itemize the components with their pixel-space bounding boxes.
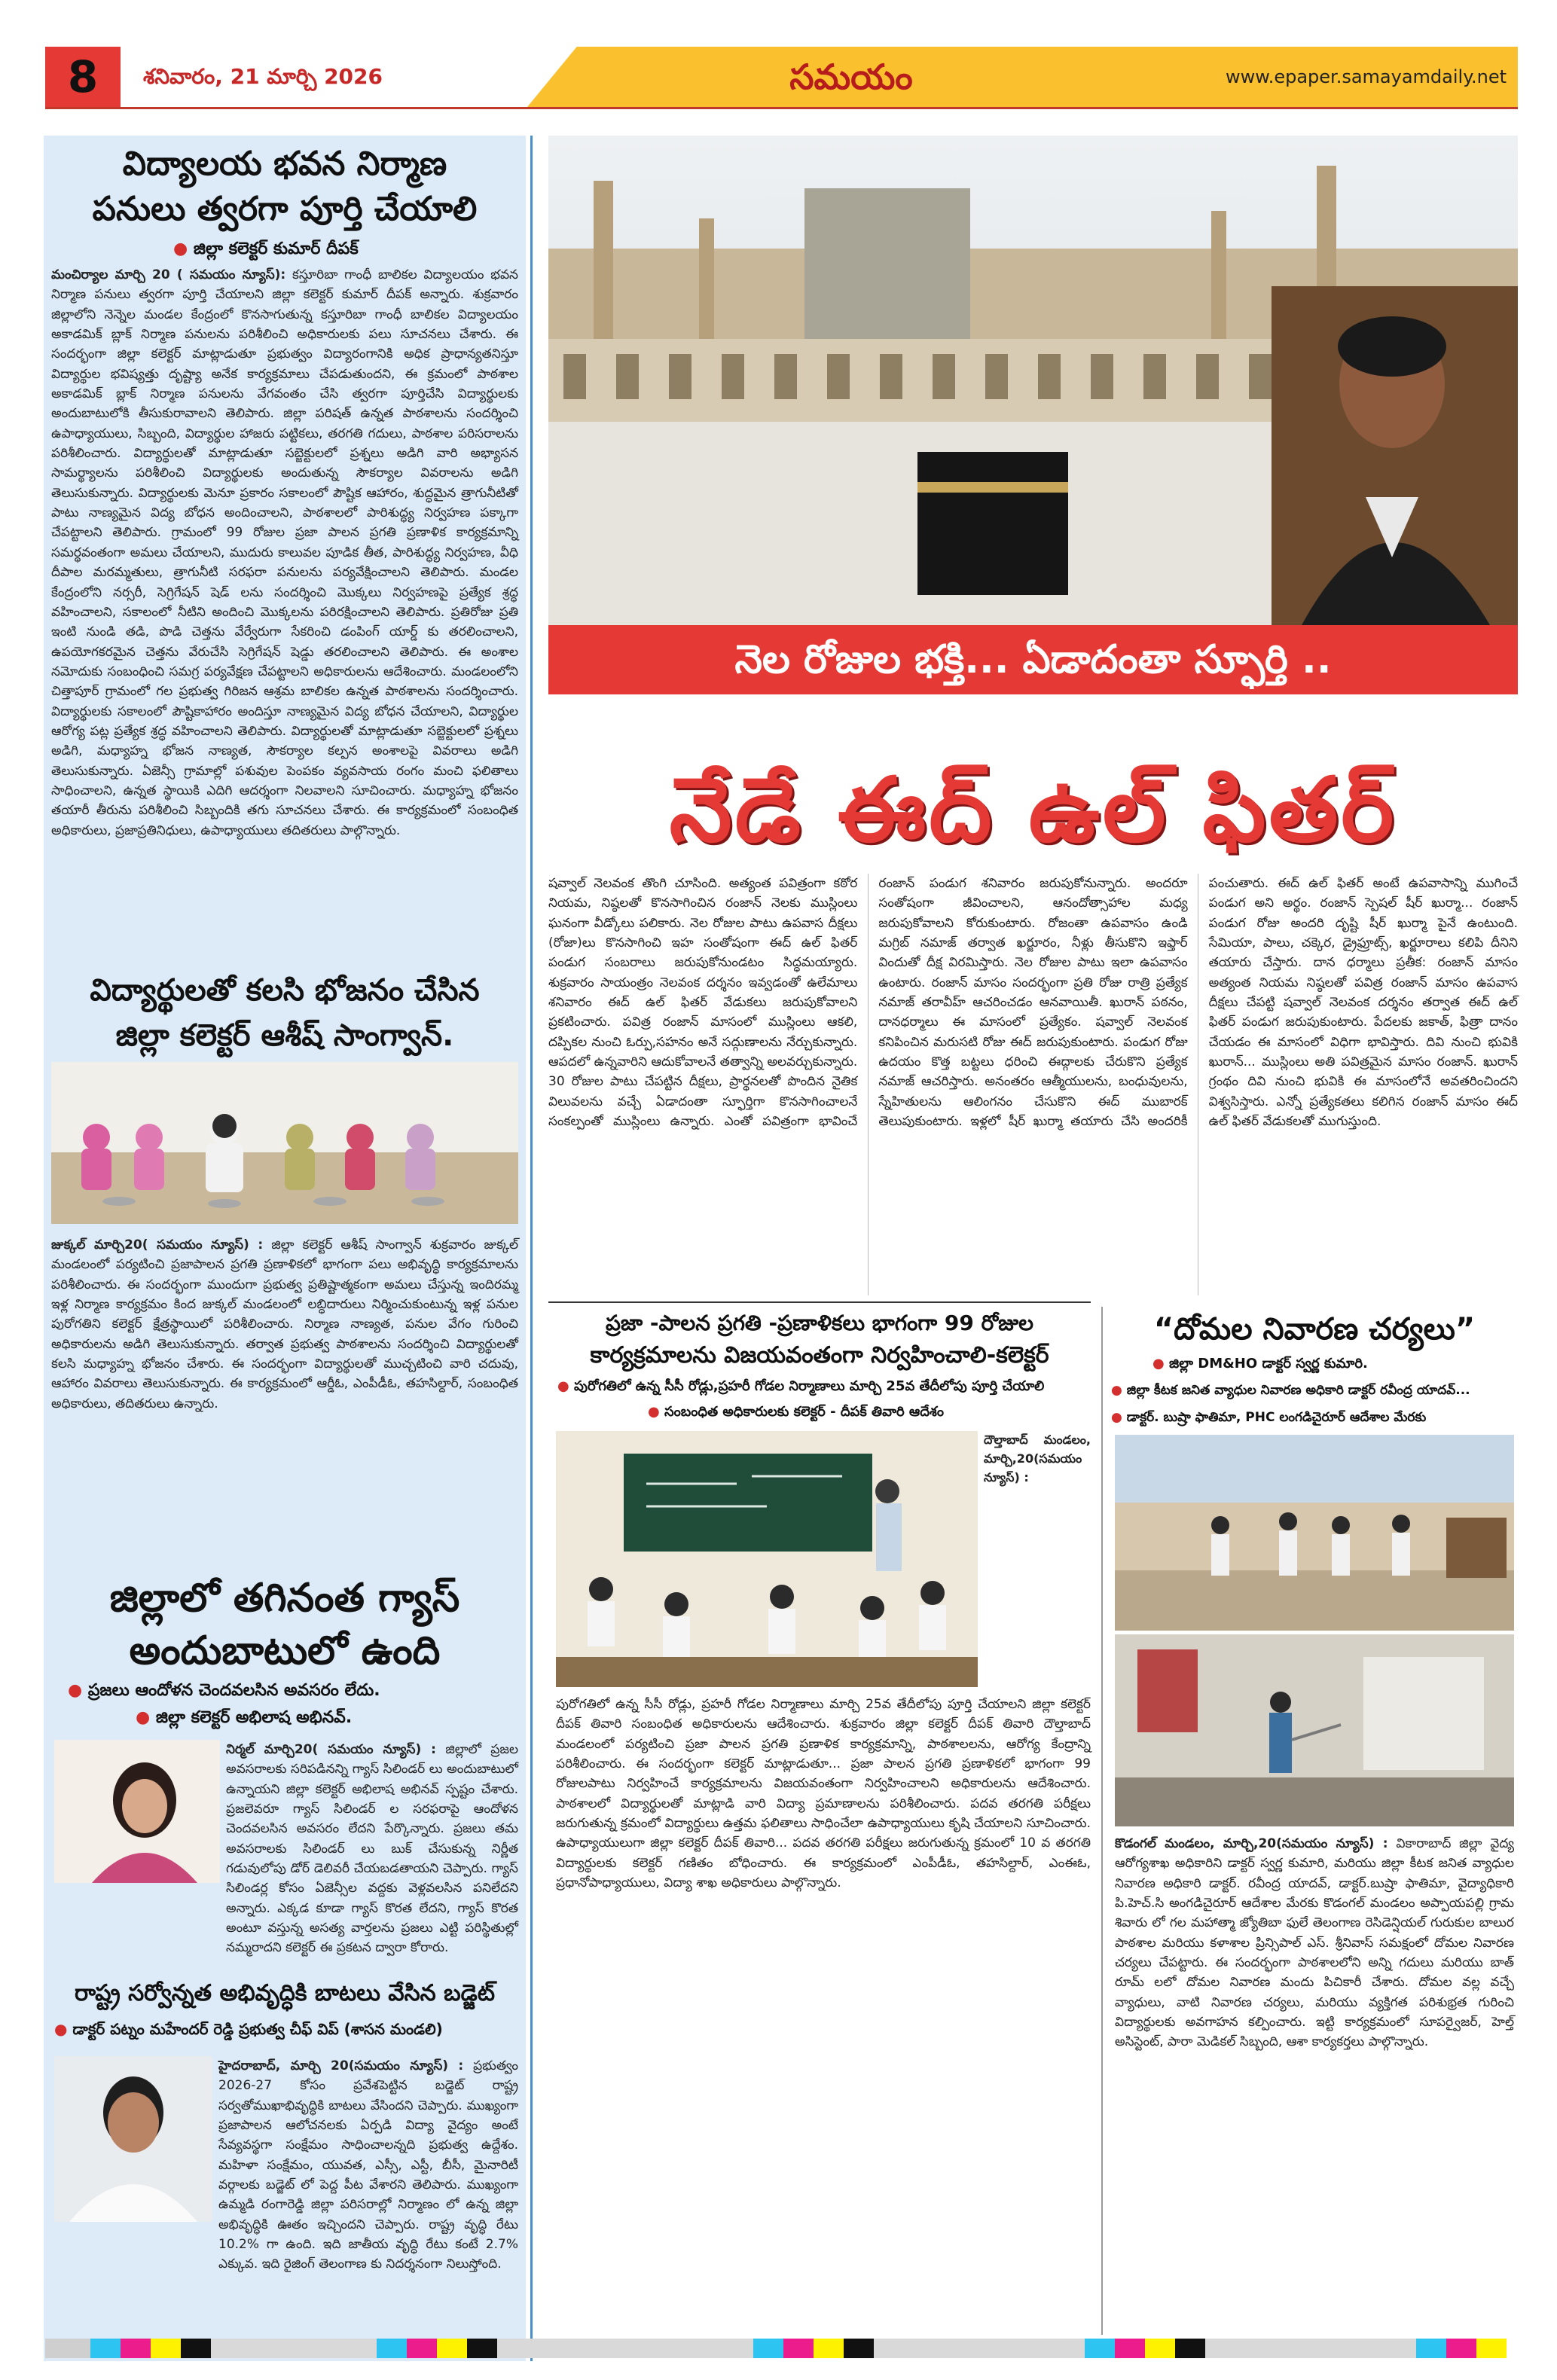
spraying-illustration — [1115, 1634, 1514, 1826]
mid-dateline-col — [984, 1431, 1091, 1687]
article4-text: ప్రభుత్వం 2026-27 కోసం ప్రవేశపెట్టిన బడ్జెట్ రాష్ట్ర సర్వతోముఖాభివృద్ధికి బాటలు వేసిందని చెప్పారు. ముఖ్యంగా ప్రజాపాలన ఆలోచనలకు ఏర్పడి విద్యా వైద్యం అంటే సేవ్యవస్థగా సంక్షేమం సాధించాలన్నది ప్రభుత్వ ఉద్దేశం. మహిళా సంక్షేమం, యువత, ఎస్సీ, ఎస్టీ, బీసీ, మైనారిటీ వర్గాలకు బడ్జెట్ లో పెద్ద పీట వేశారని తెలిపారు. ముఖ్యంగా ఉమ్మడి రంగారెడ్డి జిల్లా పరిసరాల్లో నిర్మాణం లో ఉన్న జిల్లా అభివృద్ధికి ఊతం ఇచ్చిందని చెప్పారు. రాష్ట్ర వృద్ధి రేటు 10.2% గా ఉంది. ఇది జాతీయ వృద్ధి రేటు కంటే 2.7% ఎక్కువ. ఇది రైజింగ్ తెలంగాణ కు నిదర్శనంగా నిలుస్తోంది. — [218, 2058, 518, 2272]
article2-headline-1: విద్యార్థులతో కలసి భోజనం చేసిన — [90, 973, 480, 1008]
box-sub-1: ● జిల్లా DM&HO డాక్టర్ స్వర్ణ కుమారి. — [1152, 1356, 1518, 1375]
box-text: వికారాబాద్ జిల్లా వైద్య ఆరోగ్యశాఖ అధికారిని డాక్టర్ స్వర్ణ కుమారి, మరియు జిల్లా కీటక జనిత వ్యాధుల నివారణ అధికారి డాక్టర్. రవీంద్ర యాదవ్, డాక్టర్.బుష్రా ఫాతిమా, వైద్యాధికారి పి.హెచ్.సి అంగడిచైరూర్ ఆదేశాల మేరకు కొడంగల్ మండలం అప్పాయపల్లి గ్రామ శివారు లో గల మహాత్మా జ్యోతిబా ఫులే తెలంగాణ రెసిడెన్షియల్ గురుకుల బాలుర పాఠశాల మరియు కళాశాల ప్రిన్సిపాల్ ఎస్. శ్రీనివాస్ సమక్షంలో దోమల నివారణ చర్యలు చేపట్టారు. ఈ సందర్భంగా పాఠశాలలోని అన్ని గదులు మరియు బాత్ రూమ్ లలో దోమల నివారణ మందు పిచికారీ చేశారు. దోమల వల్ల వచ్చే వ్యాధులు, వాటి నివారణ చర్యలు, మరియు వ్యక్తిగత పరిశుభ్రత గురించి విద్యార్థులకు అవగాహన కల్పించారు. ఇట్టి కార్యక్రమంలో సూపర్వైజర్, హెల్త్ అసిస్టెంట్, పారా మెడికల్ సిబ్బంది, ఆశా కార్యకర్తలు పాల్గొన్నారు. — [1115, 1836, 1514, 2050]
spraying-photo — [1115, 1634, 1514, 1826]
box-sub-2: ● జిల్లా కీటక జనిత వ్యాధుల నివారణ అధికారి డాక్టర్ రవీంద్ర యాదవ్... — [1111, 1383, 1518, 1401]
article4-dateline: హైదరాబాద్, మార్చి 20(సమయం న్యూస్) : — [218, 2058, 464, 2073]
feature-headline: నేడే ఈద్ ఉల్ ఫితర్ — [669, 758, 1397, 862]
article3-headline-2: అందుబాటులో ఉంది — [129, 1628, 441, 1674]
article2-text: జిల్లా కలెక్టర్ ఆశీష్ సాంగ్వాన్ శుక్రవారం జుక్కల్ మండలంలో పర్యటించి ప్రజాపాలన ప్రగతి ప్రణాళికలో భాగంగా పలు అభివృద్ధి కార్యక్రమాలను పరిశీలించారు. ఈ సందర్భంగా ముందుగా ప్రభుత్వ ప్రతిష్టాత్మకంగా అమలు చేస్తున్న ఇందిరమ్మ ఇళ్ల నిర్మాణ కార్యక్రమం కింద జుక్కల్ మండలంలో లబ్ధిదారులు నిర్మించుకుంటున్న ఇళ్ల పనుల పురోగతిని కలెక్టర్ క్షేత్రస్థాయిలో పరిశీలించారు. నిర్మాణ నాణ్యత, పనుల వేగం గురించి అధికారులను అడిగి తెలుసుకున్నారు. తర్వాత ప్రభుత్వ పాఠశాలను సందర్శించి విద్యార్థులతో కలసి మధ్యాహ్న భోజనం చేశారు. ఈ సందర్భంగా విద్యార్థులతో ముచ్చటించి వారి చదువు, ఆహారం వివరాలు తెలుసుకున్నారు. ఈ కార్యక్రమంలో ఆర్డీఓ, ఎంపీడీఓ, తహసిల్దార్, సంబంధిత అధికారులు, తదితరులు ఉన్నారు. — [51, 1237, 519, 1411]
mecca-photo — [548, 136, 1518, 625]
mid-top-rule — [548, 1301, 1091, 1303]
masthead-logo: సమయం — [789, 56, 913, 97]
mahender-reddy-photo — [54, 2056, 212, 2222]
students-lunch-illustration — [51, 1062, 518, 1224]
students-lunch-photo — [51, 1062, 518, 1224]
classroom-illustration — [556, 1431, 978, 1687]
article3-headline-1: జిల్లాలో తగినంత గ్యాస్ — [109, 1576, 460, 1621]
article1-headline-2: పనులు త్వరగా పూర్తి చేయాలి — [92, 190, 478, 228]
article1-byline: ● జిల్లా కలెక్టర్ కుమార్ దీపక్ — [173, 240, 520, 262]
kaaba-illustration — [548, 136, 1518, 625]
column-divider — [530, 136, 533, 2361]
article4-byline: ● డాక్టర్ పట్నం మహేందర్ రెడ్డి ప్రభుత్వ చీఫ్ విప్ (శాసన మండలి) — [54, 2020, 518, 2042]
mahender-reddy-portrait — [54, 2056, 212, 2222]
article4-body — [218, 2056, 518, 2342]
color-registration-marks — [45, 2339, 1518, 2358]
box-body — [1115, 1834, 1514, 2335]
collector-portrait — [54, 1740, 220, 1883]
mosquito-team-photo — [1115, 1435, 1514, 1631]
article2-dateline: జుక్కల్ మార్చి20( సమయం న్యూస్) : — [51, 1237, 264, 1253]
edition-date: శనివారం, 21 మార్చి 2026 — [143, 64, 383, 89]
article2-body — [51, 1235, 518, 1567]
article3-sub-1: ● ప్రజలు ఆందోళన చెందవలసిన అవసరం లేదు. — [68, 1681, 520, 1704]
classroom-photo — [556, 1431, 978, 1687]
mid-sub-2: ● సంబంధిత అధికారులకు కలెక్టర్ - దీపక్ తివారి ఆదేశం — [648, 1404, 1091, 1423]
box-sub-3: ● డాక్టర్. బుష్రా ఫాతిమా, PHC లంగడిచైరూర్ ఆదేశాల మేరకు — [1111, 1410, 1518, 1428]
feature-banner: నెల రోజుల భక్తి... ఏడాదంతా స్ఫూర్తి .. — [548, 625, 1518, 694]
article1-text: కస్తూరిబా గాంధీ బాలికల విద్యాలయం భవన నిర్మాణ పనులు త్వరగా పూర్తి చేయాలని జిల్లా కలెక్టర్ కుమార్ దీపక్ అన్నారు. శుక్రవారం జిల్లాలోని నెన్నెల మండల కేంద్రంలో కొనసాగుతున్న కస్తూరిబా గాంధీ బాలికల విద్యాలయం అకాడమిక్ బ్లాక్ నిర్మాణ పనులను పరిశీలించి అధికారులకు పలు సూచనలు చేశారు. ఈ సందర్భంగా జిల్లా కలెక్టర్ మాట్లాడుతూ ప్రభుత్వం విద్యారంగానికి అధిక ప్రాధాన్యతనిస్తూ విద్యార్థుల భవిష్యత్తు దృష్ట్యా అనేక కార్యక్రమాలు చేపడుతుందని, ఈ క్రమంలో పాఠశాల అకాడమిక్ బ్లాక్ నిర్మాణ పనులను వేగవంతం చేసి త్వరగా పూర్తిచేసి విద్యార్థులకు అందుబాటులోకి తీసుకురావాలని తెలిపారు. జిల్లా పరిషత్ ఉన్నత పాఠశాలను సందర్శించి ఉపాధ్యాయులు, సిబ్బంది, విద్యార్థుల హాజరు పట్టికలు, తరగతి గదులు, పాఠశాల పరిసరాలను పరిశీలించారు. విద్యార్థులతో మాట్లాడుతూ సబ్జెక్టులలో ప్రశ్నలు అడిగి వారి అభ్యాసన సామర్థ్యాలను పరిశీలించి విద్యార్థులకు అందుతున్న సౌకర్యాల వివరాలను అడిగి తెలుసుకున్నారు. విద్యార్థులకు మెనూ ప్రకారం సకాలంలో పౌష్టిక ఆహారం, శుద్ధమైన త్రాగునీటితో పాటు నాణ్యమైన విద్య బోధన అందించాలని, పాఠశాలలో పారిశుద్ధ్య నిర్వహణ పక్కాగా చేపట్టాలని తెలిపారు. గ్రామంలో 99 రోజుల ప్రజా పాలన ప్రగతి ప్రణాళిక కార్యక్రమాన్ని సమర్థవంతంగా అమలు చేయాలని, ముదురు కాలువల పూడిక తీత, పారిశుద్ధ్య నిర్వహణ, వీధి దీపాల మరమ్మతులు, త్రాగునీటి సరఫరా పనులను పర్యవేక్షించాలని తెలిపారు. మండల కేంద్రంలోని నర్సరీ, సెగ్రిగేషన్ షెడ్ లను సందర్శించి మొక్కలు నిర్వహణపై ప్రత్యేక శ్రద్ధ వహించాలని, సకాలంలో నీటిని అందించి మొక్కలను పరిరక్షించాలని తెలిపారు. ప్రతిరోజు ప్రతి ఇంటి నుండి తడి, పొడి చెత్తను వేర్వేరుగా సేకరించి డంపింగ్ యార్డ్ కు తరలించాలని, ఉపయోగకరమైన చెత్తను వేరుచేసి సెగ్రిగేషన్ షెడ్డు తరలించాలని తెలిపారు. ఈ అంశాల నమోదుకు సంబంధించి సమగ్ర పర్యవేక్షణ చేపట్టాలని అధికారులను ఆదేశించారు. మండలంలోని చిత్తాపూర్ గ్రామంలో గల ప్రభుత్వ గిరిజన ఆశ్రమ బాలికల ఉన్నత పాఠశాలను సందర్శించారు. విద్యార్థులకు సకాలంలో పౌష్టికాహారం అందిస్తూ నాణ్యమైన విద్య బోధన చేయాలని, విద్యార్థుల ఆరోగ్య పట్ల ప్రత్యేక శ్రద్ధ వహించాలని తెలిపారు. విద్యార్థులతో మాట్లాడుతూ సబ్జెక్టులలో ప్రశ్నలు అడిగి, మధ్యాహ్న భోజన నాణ్యత, సౌకర్యాల కల్పన అంశాలపై వివరాలు అడిగి తెలుసుకున్నారు. ఏజెన్సీ గ్రామాల్లో పశువుల పెంపకం వ్యవసాయ రంగం మంచి ఫలితాలు సాధించాలని, ఉన్నత స్థాయికి ఎదిగి ఆదర్శంగా నిలవాలని సూచించారు. మధ్యాహ్న భోజనం తయారీ తీరును పరిశీలించి సిబ్బందికి తగు సూచనలు చేశారు. ఈ కార్యక్రమంలో సంబంధిత అధికారులు, ప్రజాప్రతినిధులు, ఉపాధ్యాయులు తదితరులు పాల్గొన్నారు. — [51, 267, 518, 838]
mid-headline-1: ప్రజా -పాలన ప్రగతి -ప్రణాళికలు భాగంగా 99 రోజుల — [605, 1311, 1034, 1335]
epaper-url[interactable]: www.epaper.samayamdaily.net — [1226, 66, 1507, 87]
article1-headline-1: విద్యాలయ భవన నిర్మాణ — [122, 145, 447, 183]
mid-box-divider — [1101, 1307, 1103, 2335]
article3-body-top — [226, 1740, 518, 1956]
article1-dateline: మంచిర్యాల మార్చి 20 ( సమయం న్యూస్): — [51, 267, 286, 282]
mid-body: పురోగతిలో ఉన్న సీసీ రోడ్లు, ప్రహరీ గోడల నిర్మాణాలు మార్చి 25వ తేదీలోపు పూర్తి చేయాలని జిల్లా కలెక్టర్ దీపక్ తివారి సంబంధిత అధికారులను ఆదేశించారు. శుక్రవారం జిల్లా కలెక్టర్ దీపక్ తివారి దౌల్తాబాద్ మండలంలో పర్యటించి ప్రజా పాలన ప్రగతి ప్రణాళిక కార్యక్రమాన్ని, పాఠశాలలను, ఆరోగ్య కేంద్రాన్ని పరిశీలించారు. ఈ సందర్భంగా కలెక్టర్ మాట్లాడుతూ... ప్రజా పాలన ప్రగతి ప్రణాళికలో భాగంగా 99 రోజులపాటు నిర్వహించే కార్యక్రమాలను విజయవంతంగా నిర్వహించాలని అధికారులను ఆదేశించారు. పాఠశాలలో విద్యార్థులతో మాట్లాడి వారి విద్యా ప్రమాణాలను పరిశీలించారు. పదవ తరగతి పరీక్షలు జరుగుతున్న క్రమంలో విద్యార్థులు ఉత్తమ ఫలితాలు సాధించేలా ఉపాధ్యాయులు కృషి చేయాలని సూచించారు. ఉపాధ్యాయులుగా జిల్లా కలెక్టర్ దీపక్ తివారి... పదవ తరగతి పరీక్షలు జరుగుతున్న క్రమంలో 10 వ తరగతి విద్యార్థులకు కలెక్టర్ గణితం బోధించారు. ఈ కార్యక్రమంలో ఎంపీడీఓ, తహసిల్దార్, ఎంఈఓ, ప్రధానోపాధ్యాయులు, విద్యా శాఖ అధికారులు పాల్గొన్నారు. — [556, 1697, 1091, 1891]
mid-dateline: దౌల్తాబాద్ మండలం, మార్చి,20(సమయం న్యూస్) : — [984, 1433, 1091, 1484]
mid-sub-1: ● పురోగతిలో ఉన్న సీసీ రోడ్లు,ప్రహరీ గోడల నిర్మాణాలు మార్చి 25వ తేదీలోపు పూర్తి చేయాలి — [557, 1378, 1091, 1397]
feature-body: షవ్వాల్ నెలవంక తొంగి చూసింది. అత్యంత పవిత్రంగా కఠోర నియమ, నిష్ఠలతో కొనసాగించిన రంజాన్ నెలకు ముస్లింలు ఘనంగా వీడ్కోలు పలికారు. నెల రోజుల పాటు ఉపవాస దీక్షలు (రోజా)లు కొనసాగించి ఇహ సంతోషంగా ఈద్ ఉల్ ఫితర్ పండుగ సంబరాలు జరుపుకోనుండటం సిద్ధమయ్యారు. శుక్రవారం సాయంత్రం నెలవంక దర్శనం ఇవ్వడంతో ఉలేమాలు శనివారం ఈద్ ఉల్ ఫితర్ వేడుకలు జరుపుకోవాలని ప్రకటించారు. పవిత్ర రంజాన్ మాసంలో ముస్లింలు ఆకలి, దప్పికల నుంచి ఓర్పు,సహనం అనే సద్గుణాలను నేర్చుకున్నారు. ఆపదలో ఉన్నవారిని ఆదుకోవాలనే తత్వాన్ని అలవర్చుకున్నారు. 30 రోజుల పాటు చేపట్టిన దీక్షలు, ప్రార్థనలతో పొందిన నైతిక విలువలను వచ్చే ఏడాదంతా స్ఫూర్తిగా కొనసాగించాలనే సంకల్పంతో ముస్లింలు ఉన్నారు. ఎంతో పవిత్రంగా భావించే రంజాన్ పండుగ శనివారం జరుపుకోనున్నారు. అందరూ సంతోషంగా జీవించాలని, ఆనందోత్సాహాల మధ్య జరుపుకోవాలని కోరుకుంటారు. రోజంతా ఉపవాసం ఉండి మగ్రిబ్ నమాజ్ తర్వాత ఖర్జూరం, నీళ్లు తీసుకొని ఇఫ్తార్ విందుతో దీక్ష విరమిస్తారు. నెల రోజుల పాటు ఇలా ఉపవాసం ఉంటారు. రంజాన్ మాసం సందర్భంగా ప్రతి రోజు రాత్రి ప్రత్యేక నమాజ్ తరావీహ్ ఆచరించడం ఆనవాయితీ. ఖురాన్ పఠనం, దానధర్మాలు ఈ మాసంలో ప్రత్యేకం. షవ్వాల్ నెలవంక కనిపించిన మరుసటి రోజు ఈద్ జరుపుకుంటారు. పండుగ రోజు ఉదయం కొత్త బట్టలు ధరించి ఈద్గాలకు చేరుకొని ప్రత్యేక నమాజ్ ఆచరిస్తారు. అనంతరం ఆత్మీయులను, బంధువులను, స్నేహితులను ఆలింగనం చేసుకొని ఈద్ ముబారక్ తెలుపుకుంటారు. ఇళ్లలో షీర్ ఖుర్మా తయారు చేసి అందరికీ పంచుతారు. ఈద్ ఉల్ ఫితర్ అంటే ఉపవాసాన్ని ముగించే పండుగ అని అర్థం. రంజాన్ స్పెషల్ షీర్ ఖుర్మా... రంజాన్ పండుగ రోజు అందరి దృష్టి షీర్ ఖుర్మా పైనే ఉంటుంది. సేమియా, పాలు, చక్కెర, డ్రైఫ్రూట్స్, ఖర్జూరాలు కలిపి దీనిని తయారు చేస్తారు. దాన ధర్మాలు ప్రతీక: రంజాన్ మాసం అత్యంత నియమ నిష్ఠలతో పవిత్ర రంజాన్ మాసం ఉపవాస దీక్షలు చేపట్టి షవ్వాల్ నెలవంక దర్శనం తర్వాత ఈద్ ఉల్ ఫితర్ పండుగ జరుపుకుంటారు. పేదలకు జకాత్, ఫిత్రా దానం చేయడం ఈ మాసంలో విధిగా భావిస్తారు. దివి నుంచి భువికి ఖురాన్... ముస్లింలు అతి పవిత్రమైన మాసం రంజాన్. ఖురాన్ గ్రంథం దివి నుంచి భువికి ఈ మాసంలోనే అవతరించిందని విశ్వసిస్తారు. ఎన్నో ప్రత్యేకతలు కలిగిన రంజాన్ మాసం ఈద్ ఉల్ ఫితర్ వేడుకలతో ముగుస్తుంది. — [548, 876, 1518, 1130]
color-registration-strip — [45, 2339, 1518, 2358]
box-headline: “దోమల నివారణ చర్యలు” — [1153, 1312, 1476, 1347]
box-dateline: కొడంగల్ మండలం, మార్చి,20(సమయం న్యూస్) : — [1115, 1836, 1388, 1851]
page-number: 8 — [45, 47, 121, 107]
article2-headline-2: జిల్లా కలెక్టర్ ఆశీష్ సాంగ్వాన్. — [115, 1018, 454, 1053]
article4-headline: రాష్ట్ర సర్వోన్నత అభివృద్ధికి బాటలు వేసిన బడ్జెట్ — [74, 1980, 496, 2006]
mid-headline-2: కార్యక్రమాలను విజయవంతంగా నిర్వహించాలి-కలెక్టర్ — [590, 1342, 1049, 1368]
article1-body — [51, 265, 518, 967]
article3-sub-2: ● జిల్లా కలెక్టర్ అభిలాష అభినవ్. — [136, 1708, 520, 1731]
article3-text: జిల్లాలో ప్రజల అవసరాలకు సరిపడినన్ని గ్యాస్ సిలిండర్ లు అందుబాటులో ఉన్నాయని జిల్లా కలెక్టర్ అభిలాష అభినవ్ స్పష్టం చేశారు. ప్రజలెవరూ గ్యాస్ సిలిండర్ ల సరఫరాపై ఆందోళన చెందవలసిన అవసరం లేదని పేర్కొన్నారు. ప్రజలు తమ అవసరాలకు సిలిండర్ లు బుక్ చేసుకున్న నిర్ణీత గడువులోపు డోర్ డెలివరీ చేయబడతాయని చెప్పారు. గ్యాస్ సిలిండర్ల కోసం ఏజెన్సీల వద్దకు వెళ్లవలసిన పనిలేదని అన్నారు. ఎక్కడ కూడా గ్యాస్ కొరత లేదని, గ్యాస్ కొరత అంటూ వస్తున్న అసత్య వార్తలను ప్రజలు ఎట్టి పరిస్థితుల్లో నమ్మరాదని కలెక్టర్ ఈ ప్రకటన ద్వారా కోరారు. — [226, 1742, 518, 1956]
collector-abhilasha-photo — [54, 1740, 220, 1883]
article3-dateline: నిర్మల్ మార్చి20( సమయం న్యూస్) : — [226, 1742, 436, 1757]
mosquito-team-illustration — [1115, 1435, 1514, 1631]
